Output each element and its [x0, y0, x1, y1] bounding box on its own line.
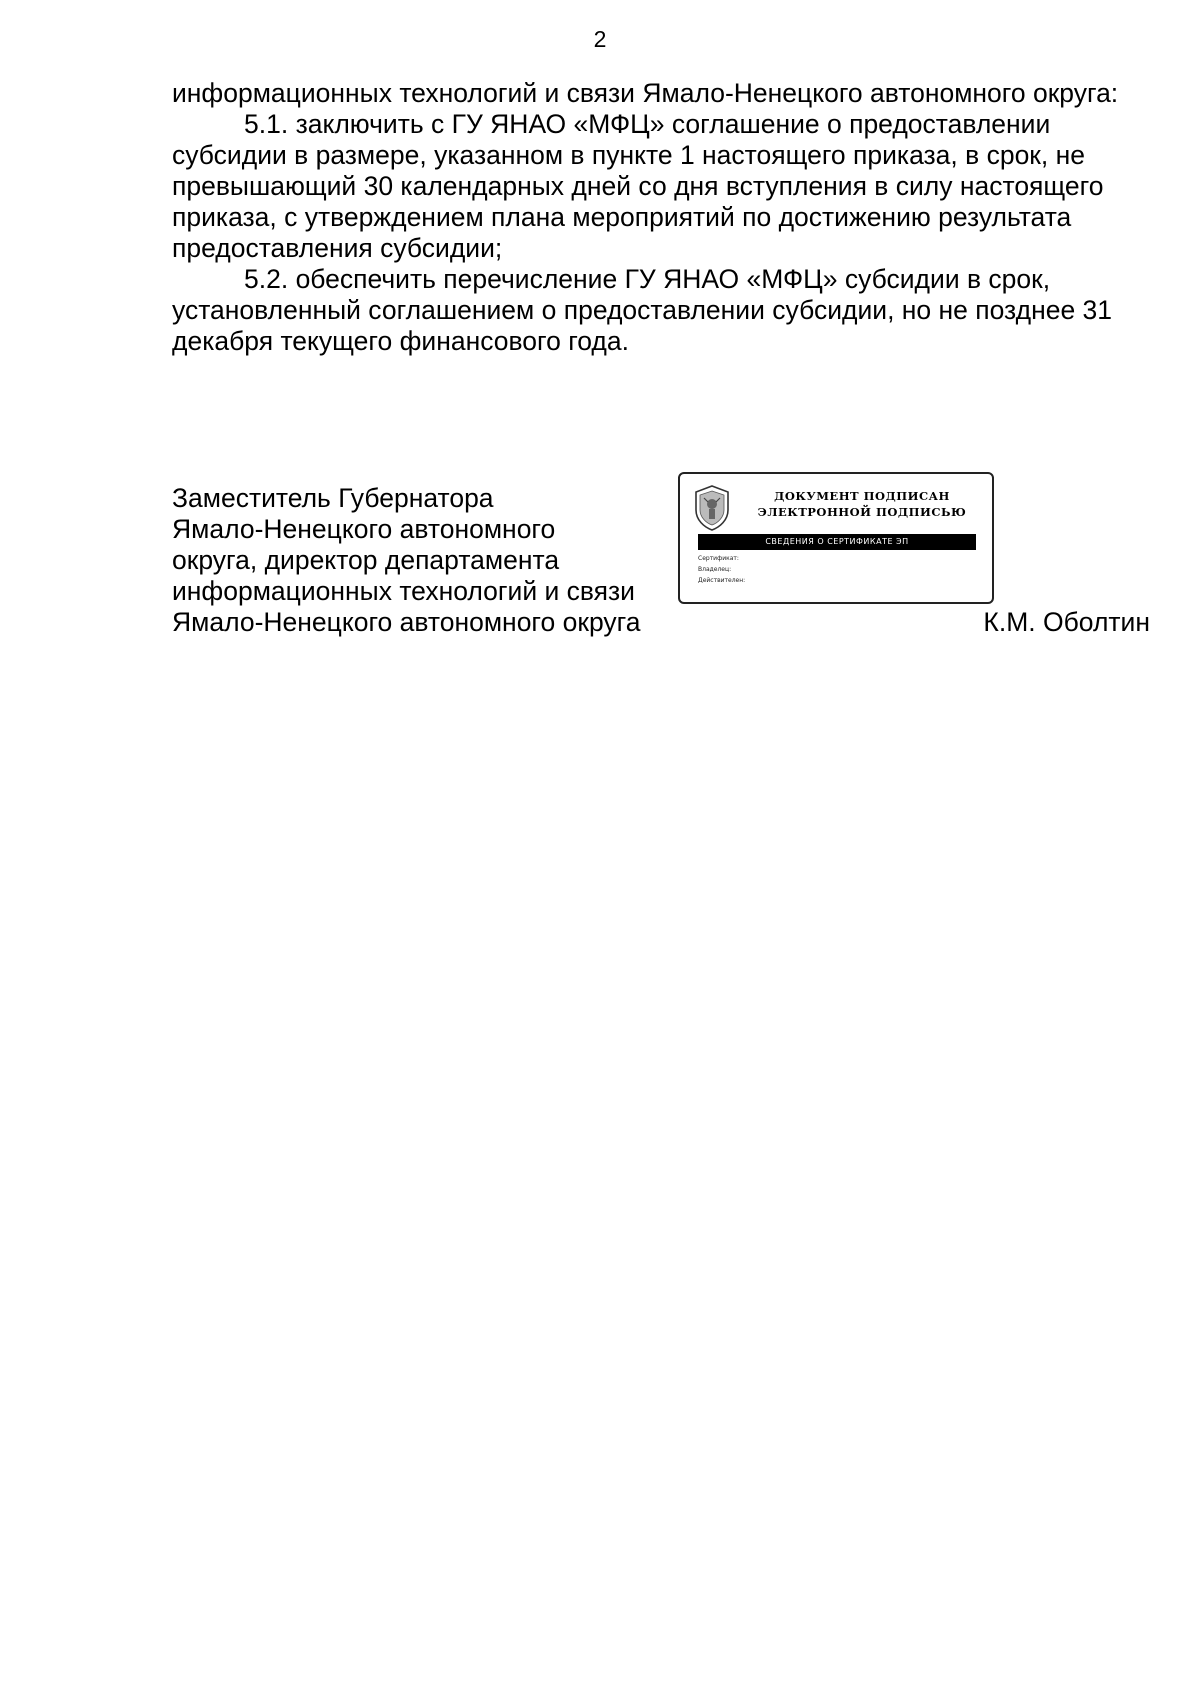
certificate-detail-line: Владелец:	[698, 566, 732, 573]
clause-5-2: 5.2. обеспечить перечисление ГУ ЯНАО «МФЦ» субсидии в срок, установленный соглашением о предоставлении субсидии, но не позднее 31 декабря текущего финансового года.	[172, 264, 1113, 356]
position-line: Ямало-Ненецкого автономного	[172, 514, 556, 544]
stamp-title	[742, 488, 982, 520]
signer-name: К.М. Оболтин	[983, 607, 1150, 637]
document-body	[172, 78, 1150, 357]
position-line: Заместитель Губернатора	[172, 483, 494, 513]
stamp-title-line: ДОКУМЕНТ ПОДПИСАН	[774, 489, 950, 503]
certificate-info-bar: СВЕДЕНИЯ О СЕРТИФИКАТЕ ЭП	[698, 534, 976, 550]
certificate-detail-line: Сертификат:	[698, 555, 739, 562]
stamp-title-line: ЭЛЕКТРОННОЙ ПОДПИСЬЮ	[757, 505, 967, 519]
coat-of-arms-icon	[692, 484, 732, 532]
certificate-details	[698, 553, 988, 586]
position-line: Ямало-Ненецкого автономного округа	[172, 607, 641, 637]
page-number: 2	[593, 26, 607, 52]
certificate-detail-line: Действителен:	[698, 577, 746, 584]
position-line: округа, директор департамента	[172, 545, 560, 575]
electronic-signature-stamp	[678, 472, 994, 604]
position-line: информационных технологий и связи	[172, 576, 635, 606]
intro-paragraph: информационных технологий и связи Ямало-Ненецкого автономного округа:	[172, 78, 1119, 108]
clause-5-1: 5.1. заключить с ГУ ЯНАО «МФЦ» соглашение о предоставлении субсидии в размере, указанном в пункте 1 настоящего приказа, в срок, не превышающий 30 календарных дней со дня вступления в силу настоящего приказа, с утверждением плана мероприятий по достижению результата предоставления субсидии;	[172, 109, 1104, 263]
